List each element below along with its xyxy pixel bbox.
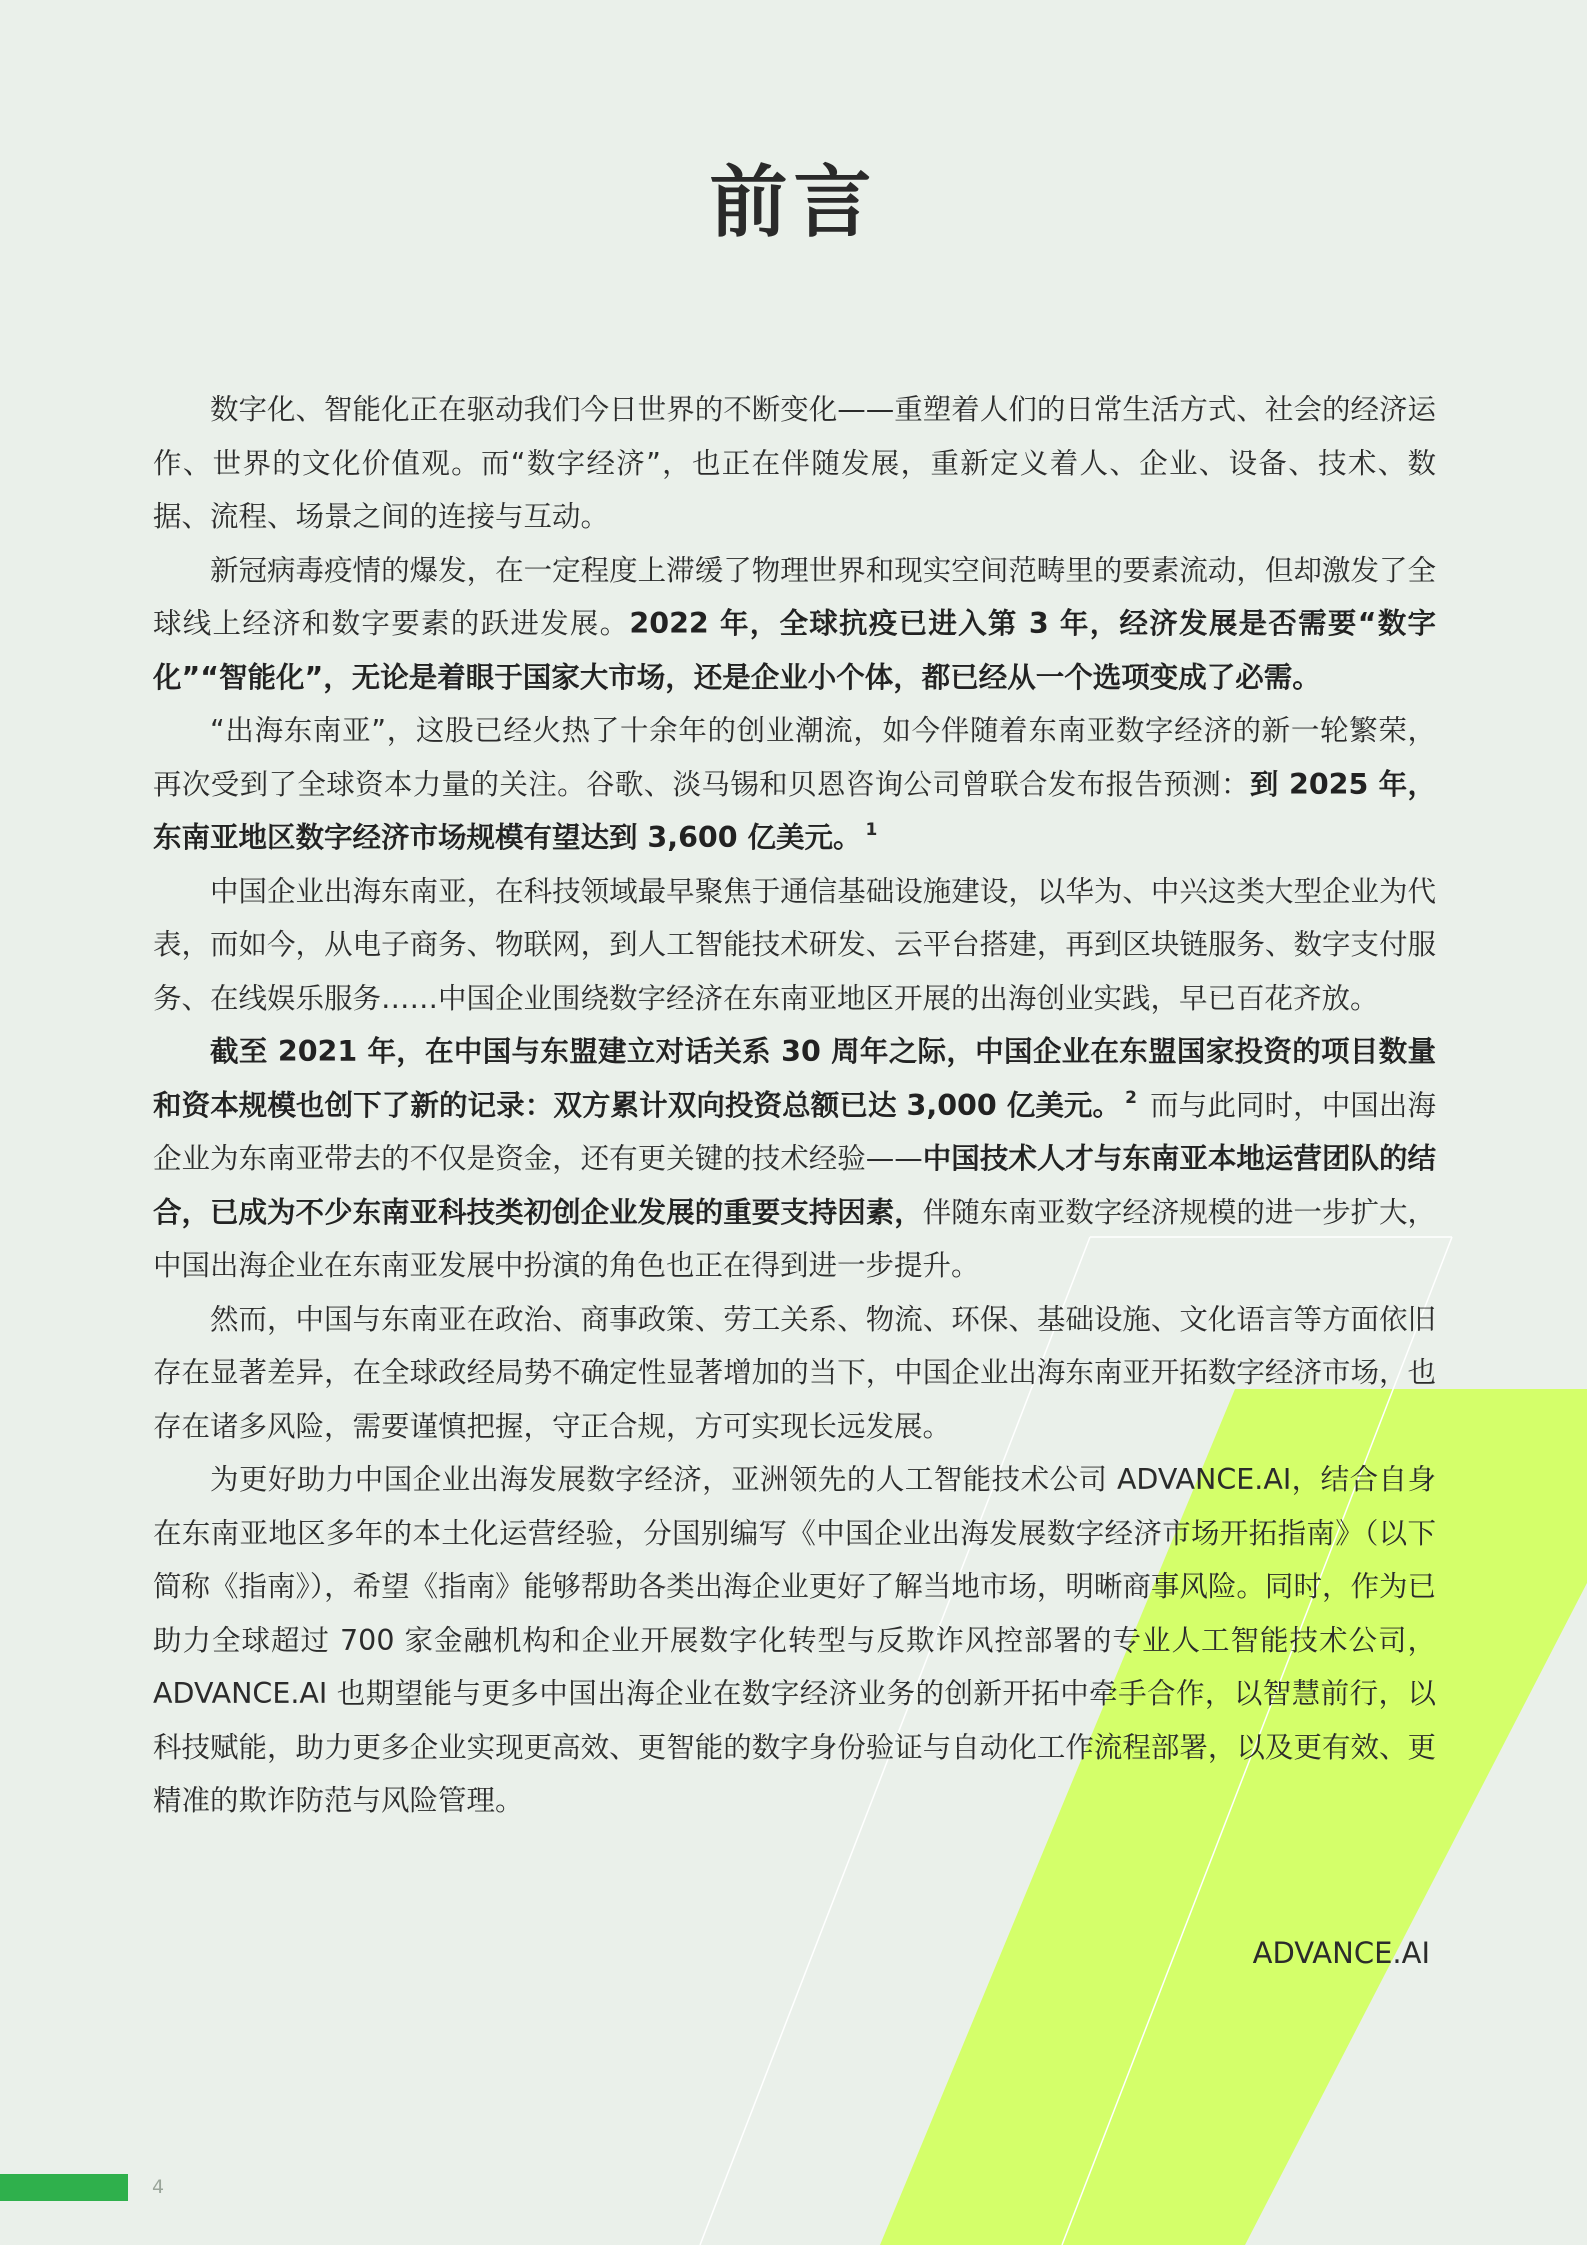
paragraph-5 — [153, 1025, 1436, 1293]
signature: ADVANCE.AI — [1252, 1936, 1430, 1970]
text-run: 伴随东南亚数字经济规模的进一步扩大，中国出海企业在东南亚发展中扮演的角色也正在得到进一步提升。 — [153, 1195, 1436, 1282]
text-run: 数字化、智能化正在驱动我们今日世界的不断变化——重塑着人们的日常生活方式、社会的经济运作、世界的文化价值观。而“数字经济”，也正在伴随发展，重新定义着人、企业、设备、技术、数据、流程、场景之间的连接与互动。 — [153, 393, 1436, 533]
text-run: 而与此同时，中国出海企业为东南亚带去的不仅是资金，还有更关键的技术经验—— — [153, 1088, 1437, 1175]
paragraph-7 — [153, 1453, 1436, 1828]
text-run: 然而，中国与东南亚在政治、商事政策、劳工关系、物流、环保、基础设施、文化语言等方面依旧存在显著差异，在全球政经局势不确定性显著增加的当下，中国企业出海东南亚开拓数字经济市场，也存在诸多风险，需要谨慎把握，守正合规，方可实现长远发展。 — [153, 1302, 1436, 1443]
bold-text: 2022 年，全球抗疫已进入第 3 年，经济发展是否需要“数字化”“智能化”，无论是着眼于国家大市场，还是企业小个体，都已经从一个选项变成了必需。 — [153, 607, 1436, 694]
footer-accent-bar — [0, 2174, 128, 2201]
footnote-ref: 1 — [865, 820, 878, 840]
text-run: 中国企业出海东南亚，在科技领域最早聚焦于通信基础设施建设，以华为、中兴这类大型企业为代表，而如今，从电子商务、物联网，到人工智能技术研发、云平台搭建，再到区块链服务、数字支付服务、在线娱乐服务……中国企业围绕数字经济在东南亚地区开展的出海创业实践，早已百花齐放。 — [153, 874, 1436, 1015]
page-number: 4 — [152, 2176, 165, 2198]
paragraph-6 — [153, 1293, 1436, 1454]
paragraph-2 — [153, 544, 1436, 705]
text-run: “出海东南亚”，这股已经火热了十余年的创业潮流，如今伴随着东南亚数字经济的新一轮繁荣，再次受到了全球资本力量的关注。谷歌、淡马锡和贝恩咨询公司曾联合发布报告预测： — [153, 714, 1436, 801]
text-run: 新冠病毒疫情的爆发，在一定程度上滞缓了物理世界和现实空间范畴里的要素流动，但却激发了全球线上经济和数字要素的跃进发展。 — [153, 553, 1436, 640]
page-title: 前言 — [709, 158, 878, 248]
body-text — [153, 383, 1436, 1828]
footnote-ref: 2 — [1125, 1087, 1137, 1108]
bold-text: 到 2025 年，东南亚地区数字经济市场规模有望达到 3,600 亿美元。 — [153, 767, 1436, 854]
paragraph-3 — [153, 704, 1436, 865]
bold-text: 截至 2021 年，在中国与东盟建立对话关系 30 周年之际，中国企业在东盟国家投资的项目数量和资本规模也创下了新的记录：双方累计双向投资总额已达 3,000 亿美元。 — [153, 1035, 1436, 1122]
paragraph-1 — [153, 383, 1436, 544]
paragraph-4 — [153, 865, 1436, 1026]
bold-text: 中国技术人才与东南亚本地运营团队的结合，已成为不少东南亚科技类初创企业发展的重要支持因素， — [153, 1142, 1436, 1229]
text-run: 为更好助力中国企业出海发展数字经济，亚洲领先的人工智能技术公司 ADVANCE.AI，结合自身在东南亚地区多年的本土化运营经验，分国别编写《中国企业出海发展数字经济市场开拓指南》（以下简称《指南》），希望《指南》能够帮助各类出海企业更好了解当地市场，明晰商事风险。同时，作为已助力全球超过 700 家金融机构和企业开展数字化转型与反欺诈风控部署的专业人工智能技术公司，ADVANCE.AI 也期望能与更多中国出海企业在数字经济业务的创新开拓中牵手合作，以智慧前行，以科技赋能，助力更多企业实现更高效、更智能的数字身份验证与自动化工作流程部署，以及更有效、更精准的欺诈防范与风险管理。 — [153, 1463, 1436, 1817]
